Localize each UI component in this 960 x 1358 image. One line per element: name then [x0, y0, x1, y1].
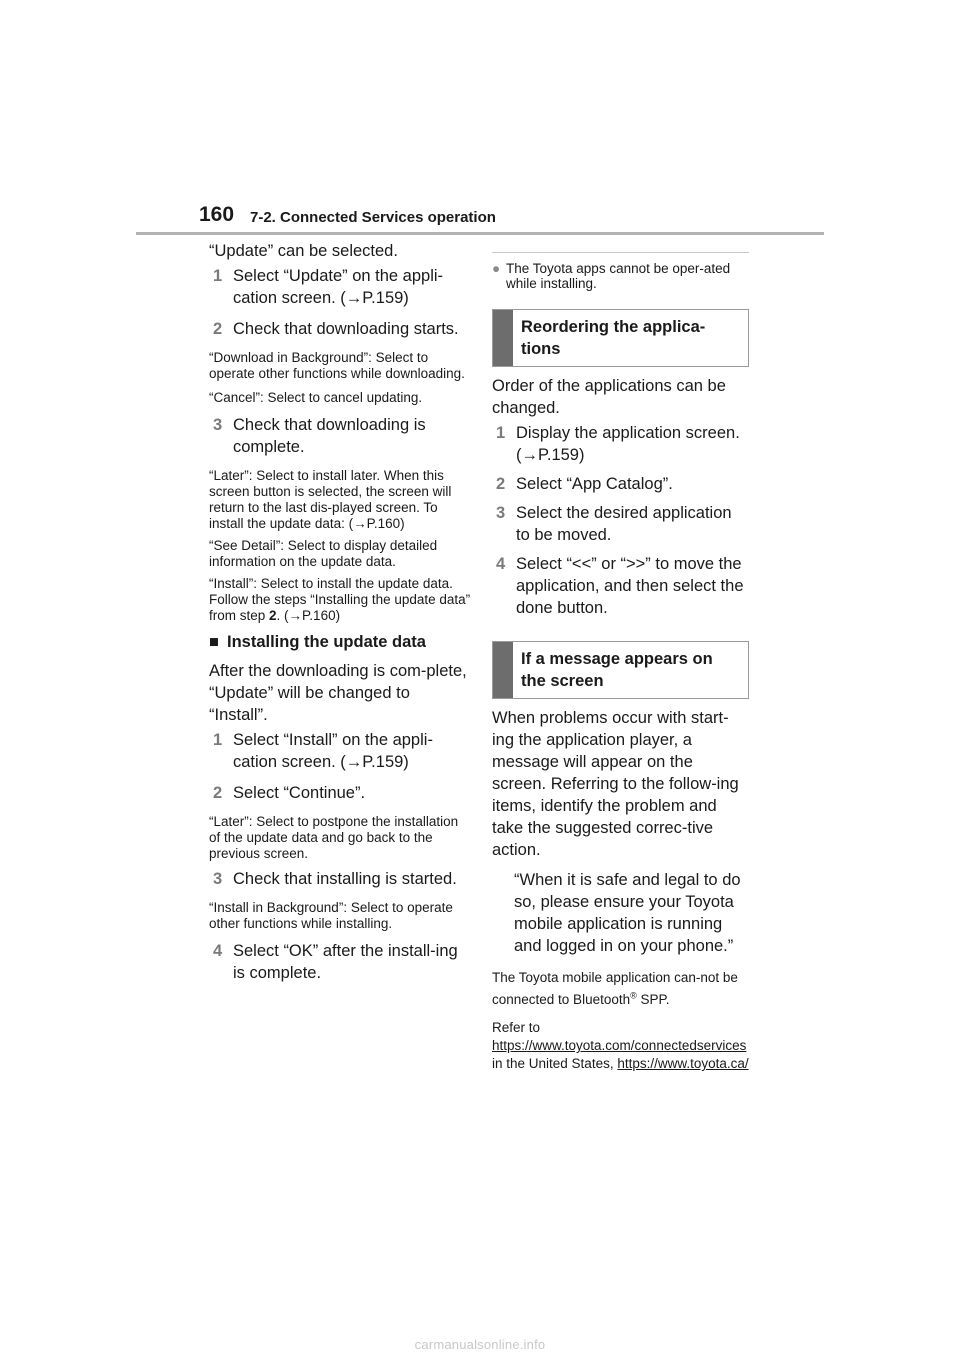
step-text: Select “OK” after the install-ing is complete. [233, 942, 458, 982]
note-apps-not-operable [492, 261, 749, 291]
step-text: Select “Install” on the appli-cation screen. (→P.159) [233, 731, 433, 771]
install-intro: After the downloading is com-plete, “Update” will be changed to “Install”. [209, 662, 467, 724]
heading-text: If a message appears on the screen [521, 650, 713, 690]
heading-text: Reordering the applica-tions [521, 318, 706, 358]
step-number: 4 [213, 942, 223, 960]
message-text: “When it is safe and legal to do so, please ensure your Toyota mobile application is running and logged in on your phone.” [514, 871, 741, 955]
message-intro: When problems occur with start-ing the application player, a message will appear on the screen. Referring to the follow-ing items, identify the problem and take the suggested correc-tive action. [492, 709, 739, 859]
left-column [209, 240, 471, 984]
step-move-application [492, 553, 749, 619]
step-select-ok [209, 940, 471, 984]
step-check-install-started [209, 868, 471, 890]
note-later-postpone: “Later”: Select to postpone the installation of the update data and go back to the previous screen. [209, 814, 459, 861]
step-text: Select the desired application to be moved. [516, 504, 732, 544]
step-number: 1 [213, 731, 223, 749]
step-number: 1 [496, 424, 506, 442]
step-text: Check that downloading starts. [233, 320, 459, 338]
page-number: 160 [199, 203, 235, 226]
note-bluetooth: The Toyota mobile application can-not be connected to Bluetooth® SPP. [492, 970, 738, 1007]
note-download-background: “Download in Background”: Select to operate other functions while downloading. [209, 350, 465, 381]
step-number: 4 [496, 555, 506, 573]
note-install-background: “Install in Background”: Select to operate other functions while installing. [209, 900, 453, 931]
step-text: Display the application screen. (→P.159) [516, 424, 740, 464]
step-number: 1 [213, 267, 223, 285]
step-number: 2 [213, 784, 223, 802]
link-toyota-ca[interactable]: https://www.toyota.ca/ [617, 1056, 749, 1071]
note-text: The Toyota apps cannot be oper-ated while installing. [506, 261, 731, 291]
step-number: 3 [213, 416, 223, 434]
square-bullet-icon: ■ [209, 633, 219, 651]
step-text: Check that downloading is complete. [233, 416, 426, 456]
step-text: Select “<<” or “>>” to move the application, and then select the done button. [516, 555, 744, 617]
reorder-intro: Order of the applications can be changed. [492, 377, 726, 417]
note-install: “Install”: Select to install the update data. Follow the steps “Installing the update data” from step 2. (→P.160) [209, 576, 471, 623]
step-select-app-catalog [492, 473, 749, 495]
heading-bar [493, 310, 513, 366]
link-toyota-us[interactable]: https://www.toyota.com/connectedservices [492, 1038, 747, 1053]
watermark: carmanualsonline.info [414, 1337, 546, 1352]
heading-bar [493, 642, 513, 698]
note-refer: Refer to https://www.toyota.com/connectedservices in the United States, https://www.toyota.ca/ [492, 1020, 749, 1071]
subhead-installing-update [209, 631, 471, 653]
step-display-app-screen [492, 422, 749, 466]
step-text: Check that installing is started. [233, 870, 457, 888]
note-rule [492, 252, 749, 253]
step-number: 3 [213, 870, 223, 888]
heading-box-message [492, 641, 749, 699]
heading-box-reordering [492, 309, 749, 367]
step-select-update [209, 265, 471, 309]
note-see-detail: “See Detail”: Select to display detailed information on the update data. [209, 538, 438, 569]
step-text: Select “App Catalog”. [516, 475, 673, 493]
update-intro: “Update” can be selected. [209, 242, 398, 260]
message-bullet [492, 869, 749, 957]
step-number: 2 [496, 475, 506, 493]
step-text: Select “Update” on the appli-cation screen. (→P.159) [233, 267, 444, 307]
header-rule [136, 232, 824, 235]
circle-bullet-icon: ● [492, 261, 501, 276]
step-select-continue [209, 782, 471, 804]
step-check-download-starts [209, 318, 471, 340]
section-title: 7-2. Connected Services operation [250, 209, 496, 226]
step-text: Select “Continue”. [233, 784, 366, 802]
note-later-install: “Later”: Select to install later. When this screen button is selected, the screen will return to the last dis-played screen. To install the update data: (→P.160) [209, 468, 452, 531]
step-number: 2 [213, 320, 223, 338]
step-select-application [492, 502, 749, 546]
right-column [492, 252, 749, 1073]
step-check-download-complete [209, 414, 471, 458]
step-select-install [209, 729, 471, 773]
note-cancel: “Cancel”: Select to cancel updating. [209, 390, 423, 405]
step-number: 3 [496, 504, 506, 522]
subhead-text: Installing the update data [227, 633, 426, 651]
